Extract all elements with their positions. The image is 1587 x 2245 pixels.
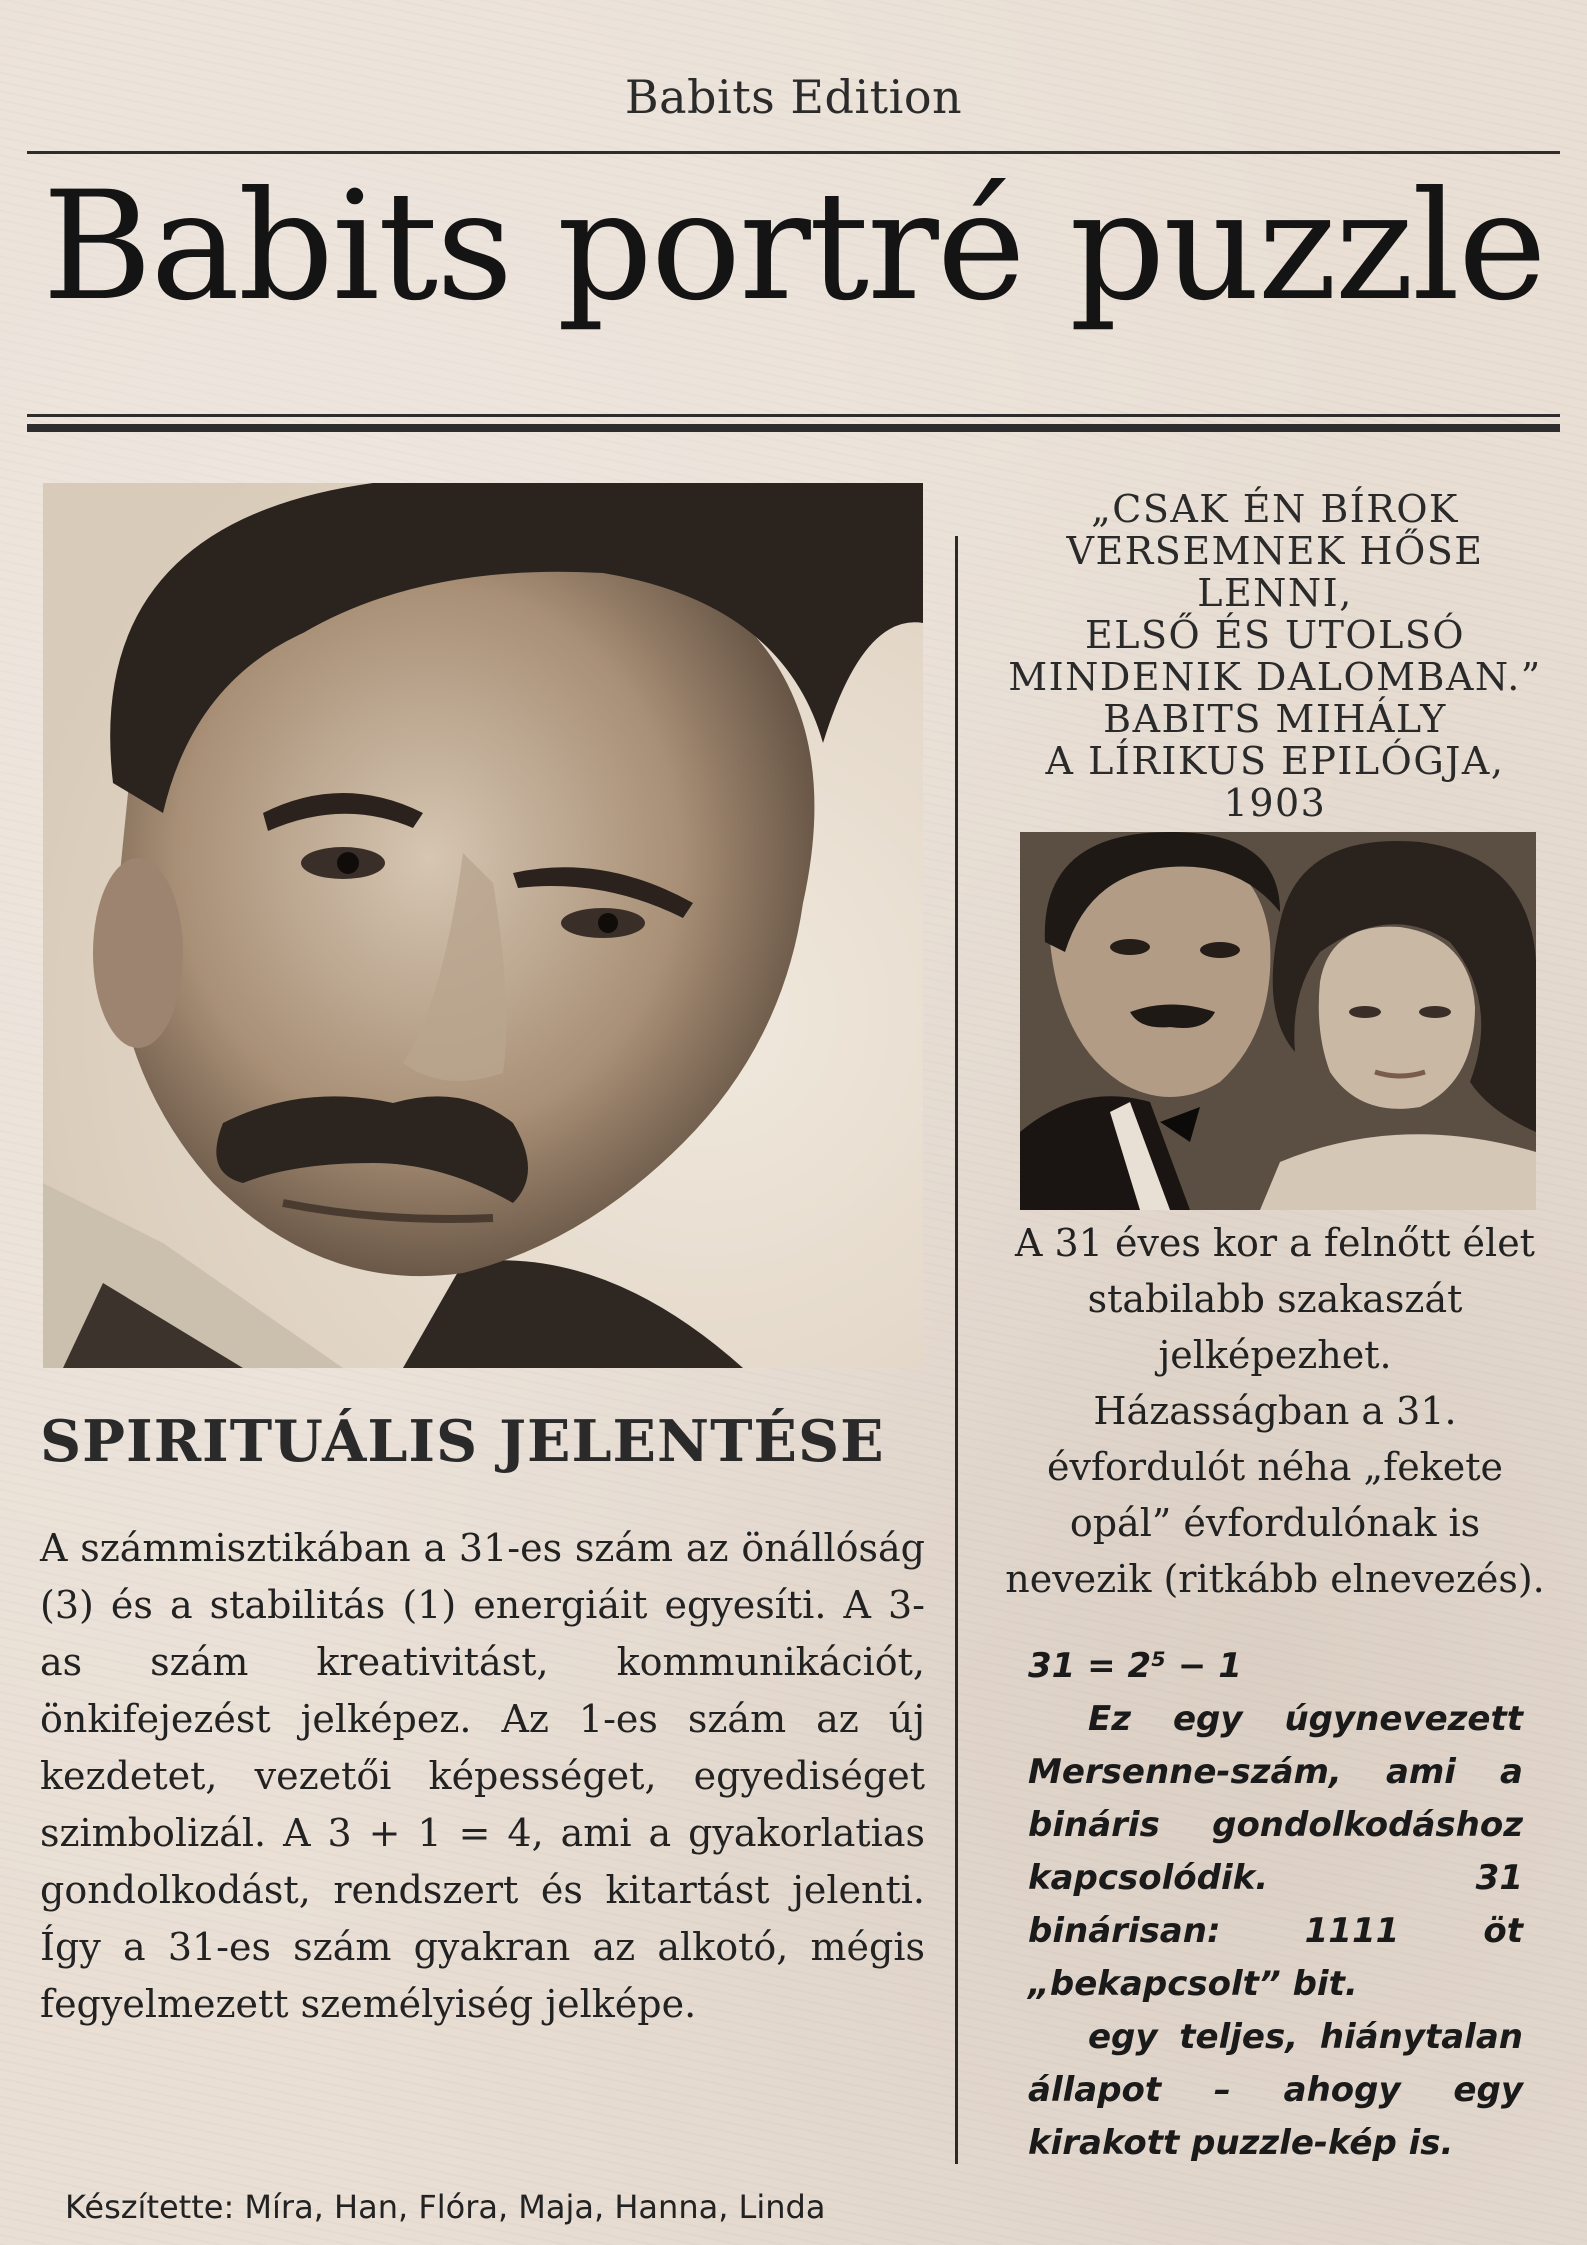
anniversary-line: évfordulót néha „fekete xyxy=(1047,1445,1503,1489)
anniversary-line: Házasságban a 31. xyxy=(1093,1389,1457,1433)
quote-line: „CSAK ÉN BÍROK xyxy=(1091,487,1459,531)
edition-label: Babits Edition xyxy=(624,70,963,124)
anniversary-line: nevezik (ritkább elnevezés). xyxy=(1005,1557,1545,1601)
anniversary-line: opál” évfordulónak is xyxy=(1069,1501,1481,1545)
top-rule xyxy=(27,151,1560,154)
anniversary-line: jelképezhet. xyxy=(1158,1333,1392,1377)
quote-line: ELSŐ ÉS UTOLSÓ xyxy=(1084,613,1466,657)
section-heading: SPIRITUÁLIS JELENTÉSE xyxy=(40,1408,885,1475)
formula: 31 = 2⁵ − 1 xyxy=(1028,1646,1242,1686)
mersenne-paragraph: Ez egy úgynevezett Mersenne-szám, ami a bináris gondolkodáshoz kapcsolódik. 31 binárisan: 1111 öt „bekapcsolt” bit. xyxy=(1028,1699,1523,2004)
quote-line: MINDENIK DALOMBAN.” xyxy=(1008,655,1542,699)
puzzle-paragraph: egy teljes, hiánytalan állapot – ahogy egy kirakott puzzle-kép is. xyxy=(1028,2017,1523,2163)
couple-photo xyxy=(1020,832,1536,1210)
mersenne-note xyxy=(1028,1640,1523,2170)
title-rule-thin xyxy=(27,414,1560,417)
anniversary-line: A 31 éves kor a felnőtt élet xyxy=(1015,1221,1535,1265)
quote-line: BABITS MIHÁLY xyxy=(1103,697,1447,741)
babits-portrait-photo xyxy=(43,483,923,1368)
credits: Készítette: Míra, Han, Flóra, Maja, Hanna, Linda xyxy=(65,2188,826,2226)
anniversary-line: stabilabb szakaszát xyxy=(1087,1277,1463,1321)
page-title: Babits portré puzzle xyxy=(42,160,1545,334)
babits-quote xyxy=(985,488,1565,824)
anniversary-text xyxy=(975,1215,1575,1607)
quote-line: A LÍRIKUS EPILÓGJA, xyxy=(1045,739,1505,783)
column-divider xyxy=(955,536,958,2164)
quote-line: 1903 xyxy=(1223,781,1327,825)
quote-line: LENNI, xyxy=(1197,571,1353,615)
section-body: A számmisztikában a 31-es szám az önállóság (3) és a stabilitás (1) energiáit egyesíti. A 3-as szám kreativitást, kommunikációt, önkifejezést jelképez. Az 1-es szám az új kezdetet, vezetői képességet, egyediséget szimbolizál. A 3 + 1 = 4, ami a gyakorlatias gondolkodást, rendszert és kitartást jelenti. Így a 31-es szám gyakran az alkotó, mégis fegyelmezett személyiség jelképe. xyxy=(40,1526,925,2026)
quote-line: VERSEMNEK HŐSE xyxy=(1066,529,1484,573)
title-rule-thick xyxy=(27,424,1560,432)
